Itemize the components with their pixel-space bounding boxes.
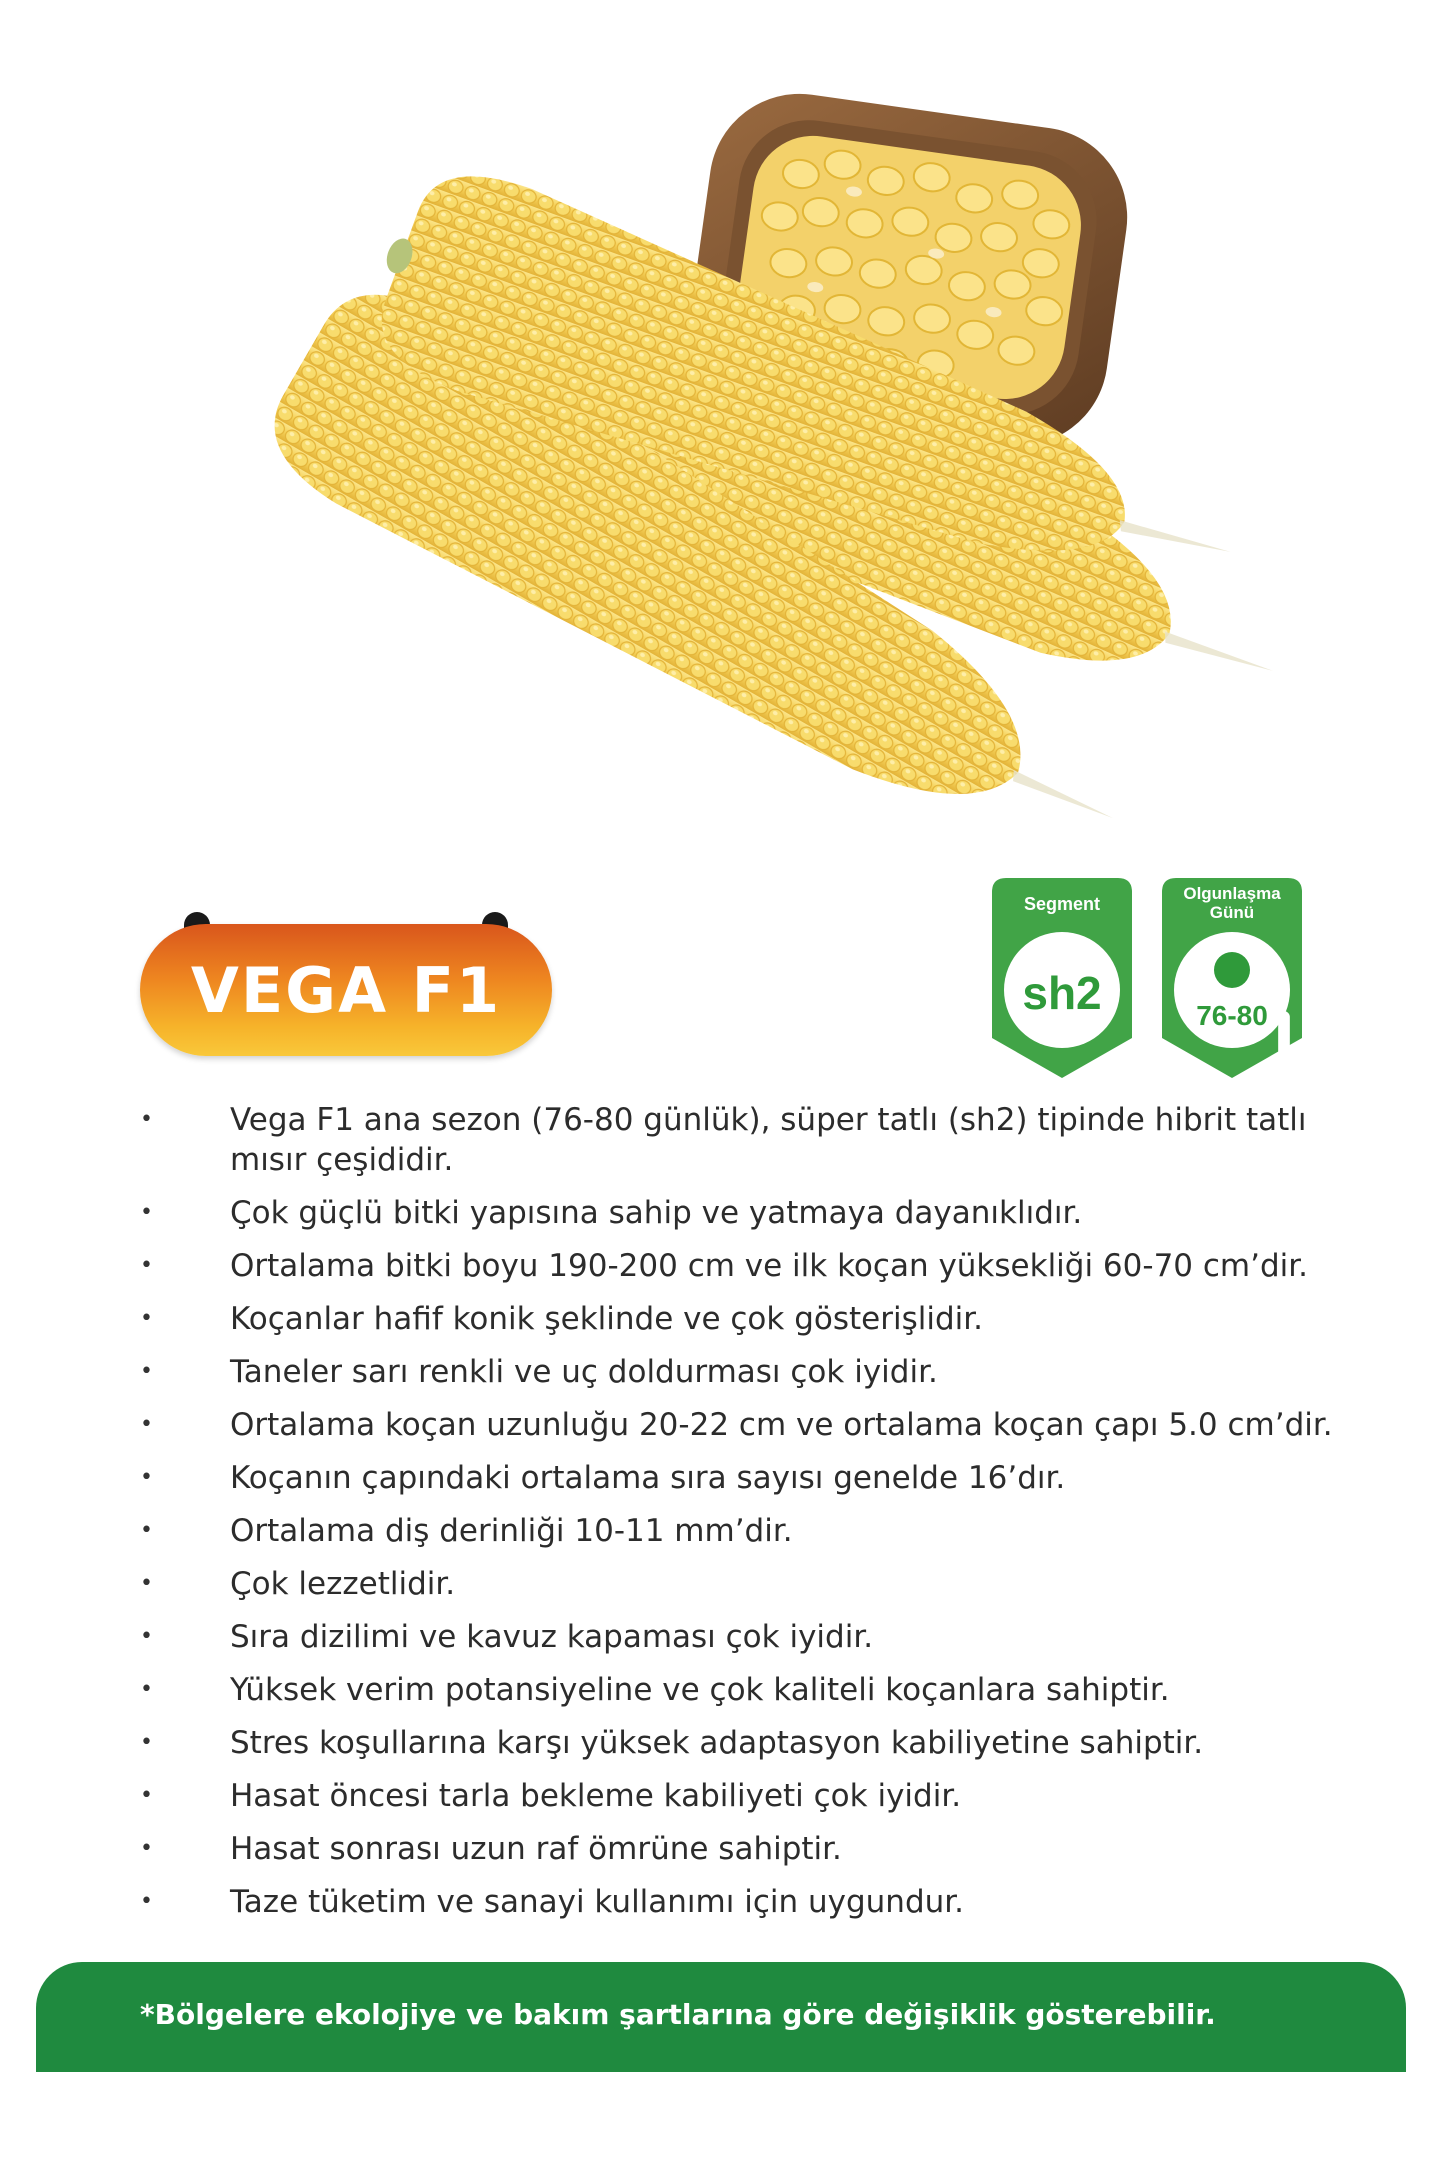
feature-item — [140, 1723, 1370, 1763]
feature-item — [140, 1776, 1370, 1816]
feature-item — [140, 1352, 1370, 1392]
maturity-value: 76-80 — [1196, 1000, 1268, 1031]
feature-item — [140, 1100, 1370, 1180]
bullet-icon: • — [140, 1200, 153, 1225]
bullet-icon: • — [140, 1836, 153, 1861]
feature-text: Sıra dizilimi ve kavuz kapaması çok iyidir. — [230, 1619, 874, 1655]
segment-label: Segment — [1023, 894, 1101, 914]
feature-text: Koçanlar hafif konik şeklinde ve çok gösterişlidir. — [230, 1301, 984, 1337]
feature-item — [140, 1617, 1370, 1657]
corn-hero-image — [0, 0, 1440, 860]
feature-text: Hasat öncesi tarla bekleme kabiliyeti çok iyidir. — [230, 1778, 962, 1814]
feature-item — [140, 1511, 1370, 1551]
bullet-icon: • — [140, 1677, 153, 1702]
feature-text: Taneler sarı renkli ve uç doldurması çok iyidir. — [230, 1354, 938, 1390]
bullet-icon: • — [140, 1107, 153, 1132]
bullet-icon: • — [140, 1783, 153, 1808]
footer-disclaimer-band — [36, 1962, 1406, 2072]
feature-item — [140, 1405, 1370, 1445]
bullet-icon: • — [140, 1624, 153, 1649]
maturity-label-line2: Günü — [1209, 903, 1255, 922]
bullet-icon: • — [140, 1306, 153, 1331]
bullet-icon: • — [140, 1253, 153, 1278]
feature-item — [140, 1882, 1370, 1922]
feature-item — [140, 1564, 1370, 1604]
feature-text: Yüksek verim potansiyeline ve çok kaliteli koçanlara sahiptir. — [230, 1672, 1170, 1708]
feature-text: Çok lezzetlidir. — [230, 1566, 456, 1602]
bullet-icon: • — [140, 1730, 153, 1755]
segment-value: sh2 — [1022, 967, 1102, 1019]
maturity-badge — [1162, 878, 1302, 1078]
clock-icon — [1214, 952, 1250, 988]
feature-item — [140, 1299, 1370, 1339]
product-title-pill — [140, 924, 552, 1056]
feature-text: Ortalama bitki boyu 190-200 cm ve ilk koçan yüksekliği 60-70 cm’dir. — [230, 1248, 1309, 1284]
feature-text: Taze tüketim ve sanayi kullanımı için uygundur. — [230, 1884, 965, 1920]
feature-text: Ortalama diş derinliği 10-11 mm’dir. — [230, 1513, 793, 1549]
maturity-label-line1: Olgunlaşma — [1183, 884, 1281, 903]
maturity-label — [1162, 884, 1302, 922]
feature-item — [140, 1246, 1370, 1286]
feature-item — [140, 1829, 1370, 1869]
product-title: VEGA F1 — [190, 953, 502, 1027]
segment-badge — [992, 878, 1132, 1078]
bullet-icon: • — [140, 1465, 153, 1490]
feature-list — [140, 1100, 1370, 1935]
product-title-ribbon — [140, 912, 552, 1062]
feature-text: Vega F1 ana sezon (76-80 günlük), süper tatlı (sh2) tipinde hibrit tatlı mısır çeşididir. — [230, 1102, 1307, 1178]
feature-text: Hasat sonrası uzun raf ömrüne sahiptir. — [230, 1831, 842, 1867]
feature-text: Koçanın çapındaki ortalama sıra sayısı genelde 16’dır. — [230, 1460, 1066, 1496]
feature-item — [140, 1670, 1370, 1710]
bullet-icon: • — [140, 1518, 153, 1543]
feature-item — [140, 1458, 1370, 1498]
footer-disclaimer: *Bölgelere ekolojiye ve bakım şartlarına göre değişiklik gösterebilir. — [140, 1997, 1216, 2031]
bullet-icon: • — [140, 1889, 153, 1914]
feature-text: Ortalama koçan uzunluğu 20-22 cm ve ortalama koçan çapı 5.0 cm’dir. — [230, 1407, 1333, 1443]
bullet-icon: • — [140, 1571, 153, 1596]
bullet-icon: • — [140, 1412, 153, 1437]
feature-text: Stres koşullarına karşı yüksek adaptasyon kabiliyetine sahiptir. — [230, 1725, 1204, 1761]
feature-text: Çok güçlü bitki yapısına sahip ve yatmaya dayanıklıdır. — [230, 1195, 1083, 1231]
bullet-icon: • — [140, 1359, 153, 1384]
feature-item — [140, 1193, 1370, 1233]
